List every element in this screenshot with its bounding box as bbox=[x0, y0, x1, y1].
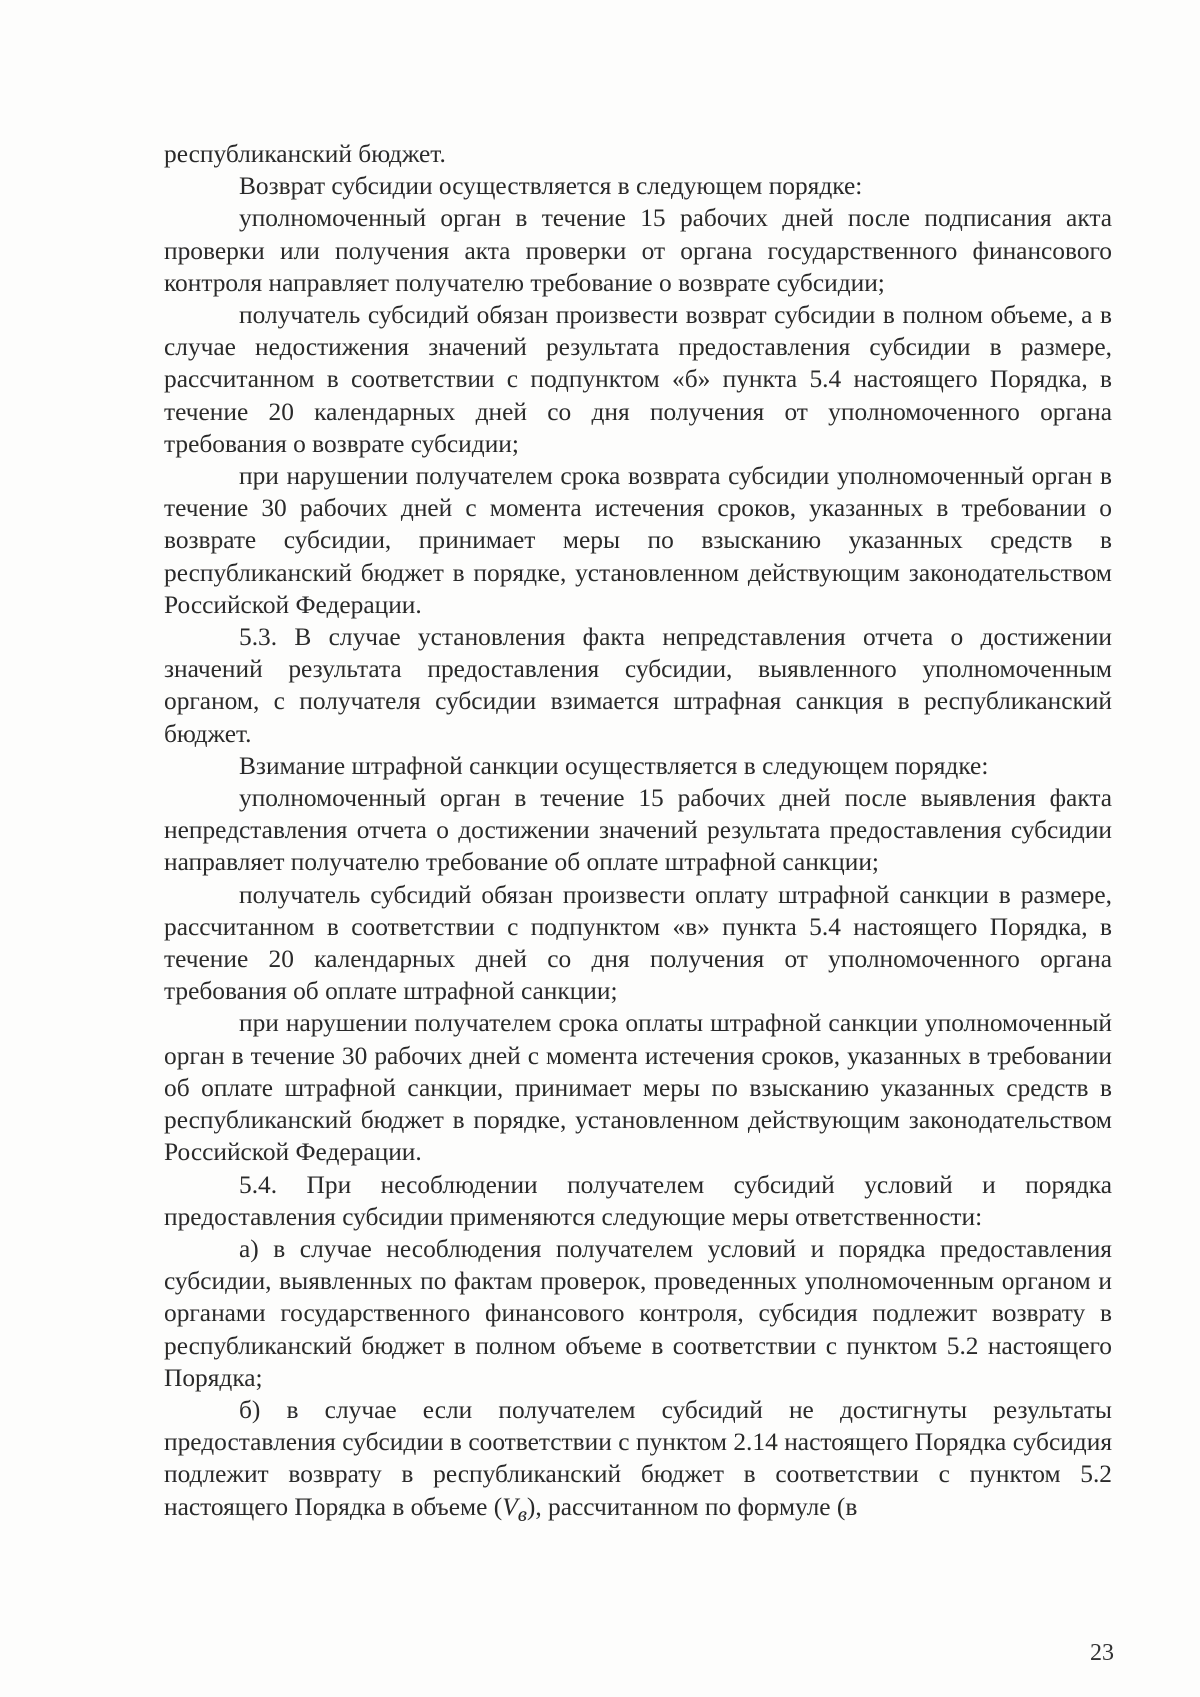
paragraph: уполномоченный орган в течение 15 рабочих дней после подписания акта проверки или получения акта проверки от органа государственного финансового контроля направляет получателю требование о возврате субсидии; bbox=[164, 204, 1112, 297]
formula-variable bbox=[502, 1492, 527, 1526]
formula-subscript: в bbox=[517, 1501, 527, 1526]
paragraph: Взимание штрафной санкции осуществляется в следующем порядке: bbox=[239, 751, 989, 780]
paragraph: уполномоченный орган в течение 15 рабочих дней после выявления факта непредставления отчета о достижении значений результата предоставления субсидии направляет получателю требование об оплате штрафной санкции; bbox=[164, 784, 1112, 877]
subitem-b-text-after: ), рассчитанном по формуле (в bbox=[526, 1492, 858, 1521]
document-page bbox=[164, 138, 1112, 1530]
paragraph: Возврат субсидии осуществляется в следующем порядке: bbox=[239, 172, 863, 201]
paragraph: при нарушении получателем срока оплаты штрафной санкции уполномоченный орган в течение 30 рабочих дней с момента истечения сроков, указанных в требовании об оплате штрафной санкции, принимает меры по взысканию указанных средств в республиканский бюджет в порядке, установленном действующим законодательством Российской Федерации. bbox=[164, 1009, 1112, 1167]
formula-symbol: V bbox=[502, 1492, 518, 1521]
paragraph: республиканский бюджет. bbox=[164, 140, 446, 168]
paragraph: получатель субсидий обязан произвести оплату штрафной санкции в размере, рассчитанном в соответствии с подпунктом «в» пункта 5.4 настоящего Порядка, в течение 20 календарных дней со дня получения от уполномоченного органа требования об оплате штрафной санкции; bbox=[164, 880, 1112, 1006]
section-5-4-paragraph: 5.4. При несоблюдении получателем субсидий условий и порядка предоставления субсидии применяются следующие меры ответственности: bbox=[164, 1170, 1112, 1231]
paragraph: получатель субсидий обязан произвести возврат субсидии в полном объеме, а в случае недостижения значений результата предоставления субсидии в размере, рассчитанном в соответствии с подпунктом «б» пункта 5.4 настоящего Порядка, в течение 20 календарных дней со дня получения от уполномоченного органа требования о возврате субсидии; bbox=[164, 301, 1112, 458]
subitem-b-paragraph bbox=[164, 1394, 1112, 1530]
subitem-b-text-before: б) в случае если получателем субсидий не достигнуты результаты предоставления субсидии в соответствии с пунктом 2.14 настоящего Порядка субсидия подлежит возврату в республиканский бюджет в соответствии с пунктом 5.2 настоящего Порядка в объеме ( bbox=[164, 1395, 1112, 1521]
paragraph: при нарушении получателем срока возврата субсидии уполномоченный орган в течение 30 рабочих дней с момента истечения сроков, указанных в требовании о возврате субсидии, принимает меры по взысканию указанных средств в республиканский бюджет в порядке, установленном действующим законодательством Российской Федерации. bbox=[164, 462, 1112, 619]
subitem-a-paragraph: а) в случае несоблюдения получателем условий и порядка предоставления субсидии, выявленных по фактам проверок, проведенных уполномоченным органом и органами государственного финансового контроля, субсидия подлежит возврату в республиканский бюджет в полном объеме в соответствии с пунктом 5.2 настоящего Порядка; bbox=[164, 1234, 1112, 1392]
page-number: 23 bbox=[1090, 1640, 1114, 1666]
section-5-3-paragraph: 5.3. В случае установления факта непредставления отчета о достижении значений результата предоставления субсидии, выявленного уполномоченным органом, с получателя субсидии взимается штрафная санкция в республиканский бюджет. bbox=[164, 623, 1112, 748]
